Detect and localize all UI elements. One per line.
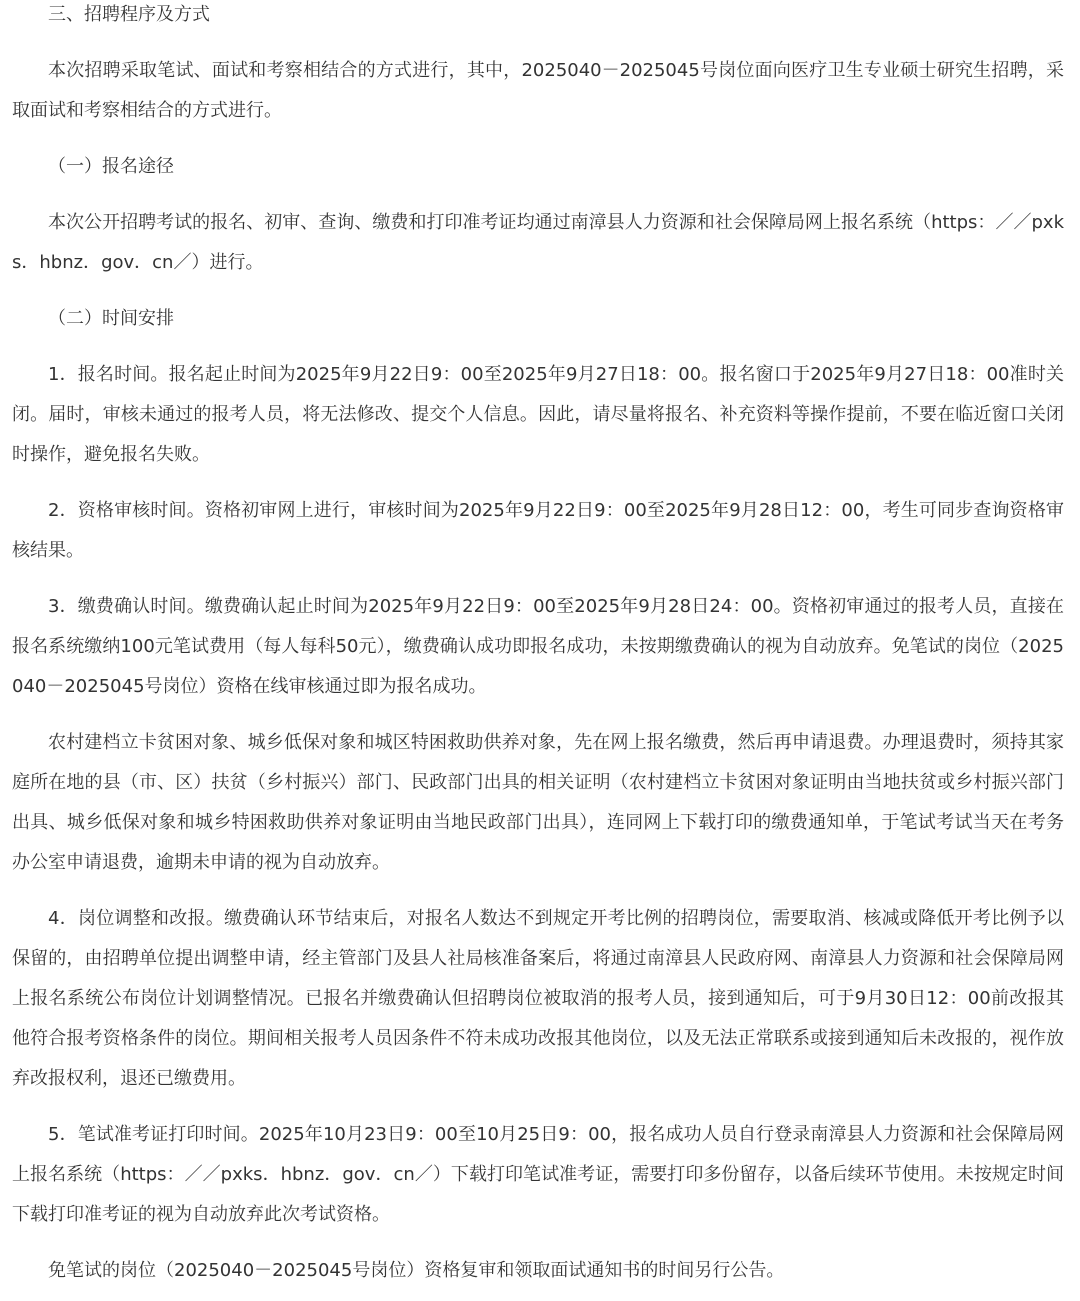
intro-paragraph: 本次招聘采取笔试、面试和考察相结合的方式进行，其中，2025040－2025045号岗位面向医疗卫生专业硕士研究生招聘，采取面试和考察相结合的方式进行。 [12,60,1064,121]
item4-position-adjustment: 4．岗位调整和改报。缴费确认环节结束后，对报名人数达不到规定开考比例的招聘岗位，需要取消、核减或降低开考比例予以保留的，由招聘单位提出调整申请，经主管部门及县人社局核准备案后，将通过南漳县人民政府网、南漳县人力资源和社会保障局网上报名系统公布岗位计划调整情况。已报名并缴费确认但招聘岗位被取消的报考人员，接到通知后，可于9月30日12：00前改报其他符合报考资格条件的岗位。期间相关报考人员因条件不符未成功改报其他岗位，以及无法正常联系或接到通知后未改报的，视作放弃改报权利，退还已缴费用。 [12,908,1064,1089]
item3-payment-time: 3．缴费确认时间。缴费确认起止时间为2025年9月22日9：00至2025年9月28日24：00。资格初审通过的报考人员，直接在报名系统缴纳100元笔试费用（每人每科50元），缴费确认成功即报名成功，未按期缴费确认的视为自动放弃。免笔试的岗位（2025040－2025045号岗位）资格在线审核通过即为报名成功。 [12,596,1064,697]
item2-review-time: 2．资格审核时间。资格初审网上进行，审核时间为2025年9月22日9：00至2025年9月28日12：00，考生可同步查询资格审核结果。 [12,500,1064,561]
section1-title: （一）报名途径 [48,156,174,177]
item3-refund-note: 农村建档立卡贫困对象、城乡低保对象和城区特困救助供养对象，先在网上报名缴费，然后再申请退费。办理退费时，须持其家庭所在地的县（市、区）扶贫（乡村振兴）部门、民政部门出具的相关证明（农村建档立卡贫困对象证明由当地扶贫或乡村振兴部门出具、城乡低保对象和城乡特困救助供养对象证明由当地民政部门出具），连同网上下载打印的缴费通知单，于笔试考试当天在考务办公室申请退费，逾期未申请的视为自动放弃。 [12,732,1064,873]
section2-title: （二）时间安排 [48,308,174,329]
section1-body: 本次公开招聘考试的报名、初审、查询、缴费和打印准考证均通过南漳县人力资源和社会保障局网上报名系统（https：／／pxks．hbnz．gov．cn／）进行。 [12,212,1064,273]
item5-admission-ticket: 5．笔试准考证打印时间。2025年10月23日9：00至10月25日9：00，报名成功人员自行登录南漳县人力资源和社会保障局网上报名系统（https：／／pxks．hbnz．gov．cn／）下载打印笔试准考证，需要打印多份留存，以备后续环节使用。未按规定时间下载打印准考证的视为自动放弃此次考试资格。 [12,1124,1064,1225]
section-heading: 三、招聘程序及方式 [48,4,210,25]
item1-registration-time: 1．报名时间。报名起止时间为2025年9月22日9：00至2025年9月27日18：00。报名窗口于2025年9月27日18：00准时关闭。届时，审核未通过的报考人员，将无法修改、提交个人信息。因此，请尽量将报名、补充资料等操作提前，不要在临近窗口关闭时操作，避免报名失败。 [12,364,1064,465]
final-note: 免笔试的岗位（2025040－2025045号岗位）资格复审和领取面试通知书的时间另行公告。 [48,1260,785,1281]
